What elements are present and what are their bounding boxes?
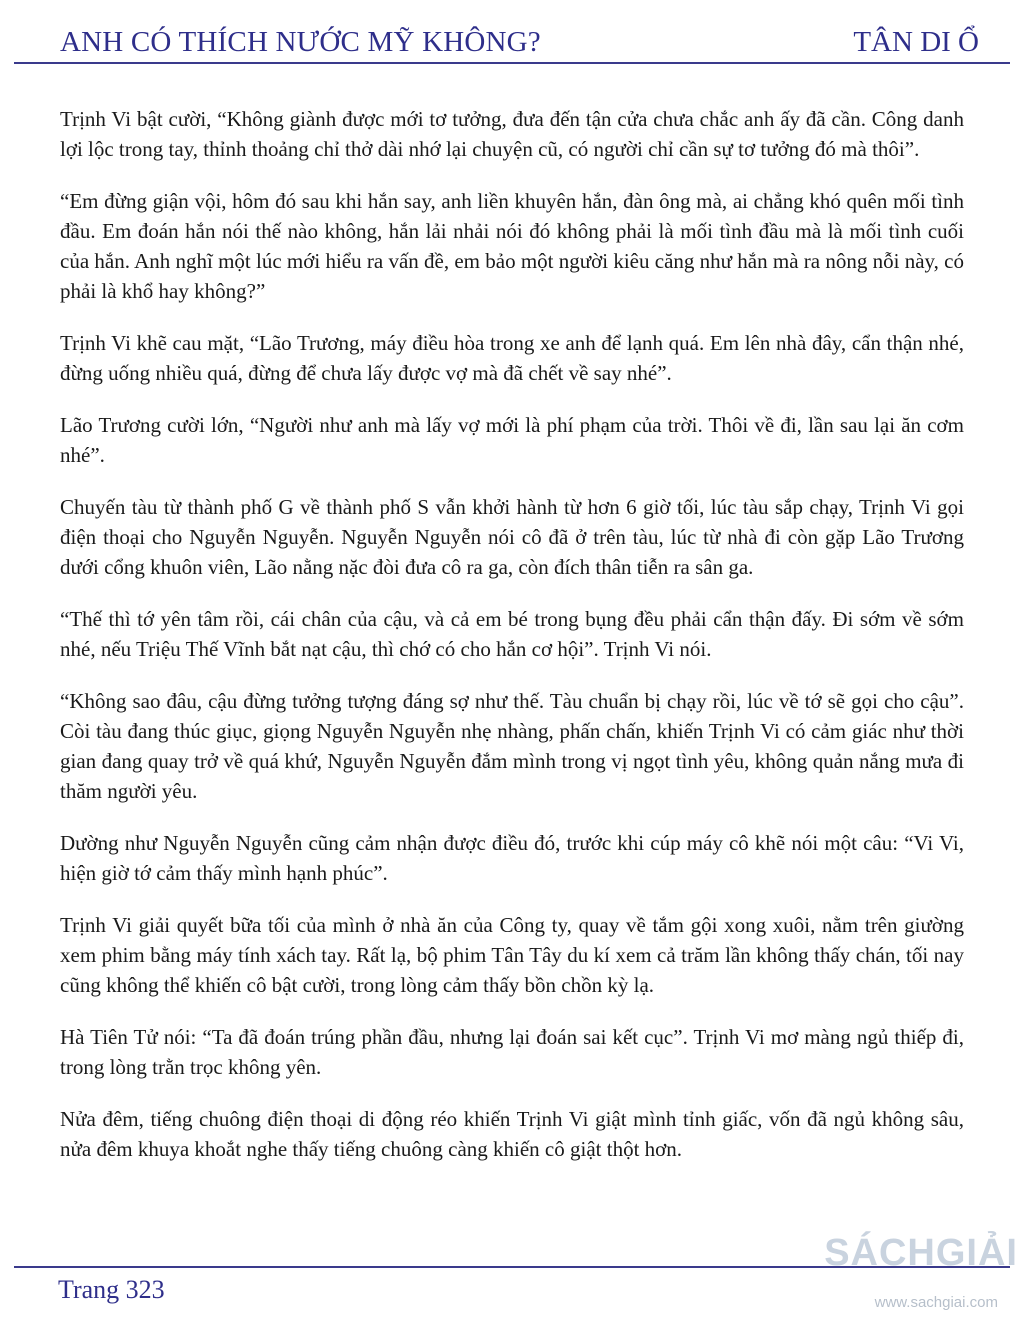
- paragraph: Nửa đêm, tiếng chuông điện thoại di động réo khiến Trịnh Vi giật mình tỉnh giấc, vốn đã ngủ không sâu, nửa đêm khuya khoắt nghe thấy tiếng chuông càng khiến cô giật thột hơn.: [60, 1107, 964, 1161]
- paragraph: “Không sao đâu, cậu đừng tưởng tượng đáng sợ như thế. Tàu chuẩn bị chạy rồi, lúc về tớ sẽ gọi cho cậu”. Còi tàu đang thúc giục, giọng Nguyễn Nguyễn nhẹ nhàng, phấn chấn, khiến Trịnh Vi có cảm giác như thời gian đang quay trở về quá khứ, Nguyễn Nguyễn đắm mình trong vị ngọt tình yêu, không quản nắng mưa đi thăm người yêu.: [60, 689, 964, 803]
- paragraph: Trịnh Vi giải quyết bữa tối của mình ở nhà ăn của Công ty, quay về tắm gội xong xuôi, nằm trên giường xem phim bằng máy tính xách tay. Rất lạ, bộ phim Tân Tây du kí xem cả trăm lần không thấy chán, tối nay cũng không thể khiến cô bật cười, trong lòng cảm thấy bồn chồn kỳ lạ.: [60, 913, 964, 997]
- paragraph: “Thế thì tớ yên tâm rồi, cái chân của cậu, và cả em bé trong bụng đều phải cẩn thận đấy. Đi sớm về sớm nhé, nếu Triệu Thế Vĩnh bắt nạt cậu, thì chớ có cho hắn cơ hội”. Trịnh Vi nói.: [60, 607, 964, 661]
- watermark-url: www.sachgiai.com: [874, 1294, 998, 1311]
- author-name: TÂN DI Ổ: [853, 26, 979, 58]
- paragraph: Dường như Nguyễn Nguyễn cũng cảm nhận được điều đó, trước khi cúp máy cô khẽ nói một câu: “Vi Vi, hiện giờ tớ cảm thấy mình hạnh phúc”.: [60, 831, 964, 885]
- paragraph: Lão Trương cười lớn, “Người như anh mà lấy vợ mới là phí phạm của trời. Thôi về đi, lần sau lại ăn cơm nhé”.: [60, 413, 964, 467]
- book-title: ANH CÓ THÍCH NƯỚC MỸ KHÔNG?: [60, 26, 541, 58]
- watermark-logo: [818, 1222, 1018, 1322]
- paragraph: Trịnh Vi bật cười, “Không giành được mới tơ tưởng, đưa đến tận cửa chưa chắc anh ấy đã cần. Công danh lợi lộc trong tay, thỉnh thoảng chỉ thở dài nhớ lại chuyện cũ, có người chỉ cần sự tơ tưởng đó mà thôi”.: [60, 107, 964, 161]
- paragraph: Hà Tiên Tử nói: “Ta đã đoán trúng phần đầu, nhưng lại đoán sai kết cục”. Trịnh Vi mơ màng ngủ thiếp đi, trong lòng trằn trọc không yên.: [60, 1025, 964, 1079]
- page-header: [14, 22, 1010, 64]
- paragraph: “Em đừng giận vội, hôm đó sau khi hắn say, anh liền khuyên hắn, đàn ông mà, ai chẳng khó quên mối tình đầu. Em đoán hắn nói thế nào không, hắn lải nhải nói đó không phải là mối tình đầu mà là mối tình cuối của hắn. Anh nghĩ một lúc mới hiểu ra vấn đề, em bảo một người kiêu căng như hắn mà ra nông nỗi này, có phải là khổ hay không?”: [60, 189, 964, 303]
- watermark-brand: SÁCHGIẢI: [824, 1232, 1018, 1274]
- page-number: Trang 323: [58, 1275, 165, 1304]
- page-body: [60, 104, 964, 1186]
- paragraph: Trịnh Vi khẽ cau mặt, “Lão Trương, máy điều hòa trong xe anh để lạnh quá. Em lên nhà đây, cẩn thận nhé, đừng uống nhiều quá, đừng để chưa lấy được vợ mà đã chết về say nhé”.: [60, 331, 964, 385]
- paragraph: Chuyến tàu từ thành phố G về thành phố S vẫn khởi hành từ hơn 6 giờ tối, lúc tàu sắp chạy, Trịnh Vi gọi điện thoại cho Nguyễn Nguyễn. Nguyễn Nguyễn nói cô đã ở trên tàu, lúc từ nhà đi còn gặp Lão Trương dưới cổng khuôn viên, Lão nằng nặc đòi đưa cô ra ga, còn đích thân tiễn ra sân ga.: [60, 495, 964, 579]
